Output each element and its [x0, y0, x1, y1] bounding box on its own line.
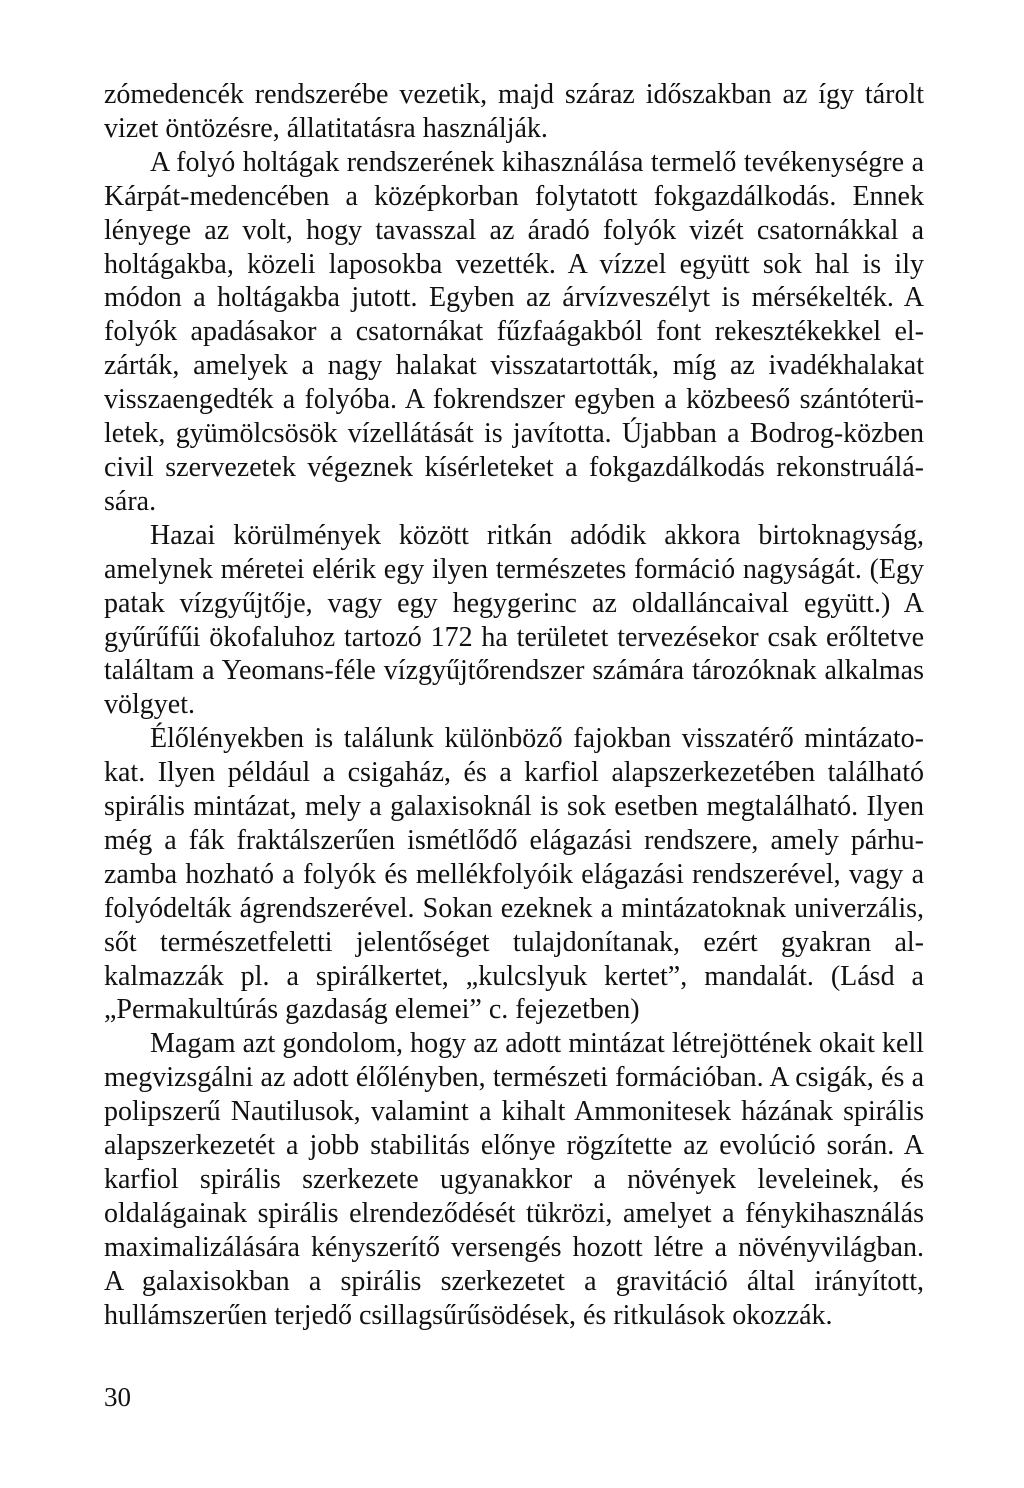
- paragraph-fokgazdalkodas: A folyó holtágak rendszerének kihasználása termelő tevékenységre a Kárpát-medencében a középkorban folytatott fokgazdálkodás. Ennek lényege az volt, hogy tavasszal az áradó folyók vizét csatornákkal a holtágakba, közeli laposokba vezették. A vízzel együtt sok hal is ily módon a holtágakba jutott. Egyben az árvízveszélyt is mérsékelték. A folyók apadásakor a csatornákat fűzfaágakból font rekesztékekkel elzárták, amelyek a nagy halakat visszatartották, míg az ivadékhalakat visszaengedték a folyóba. A fokrendszer egyben a közbeeső szántóterületek, gyümölcsösök vízellátását is javította. Újabban a Bodrog-közben civil szervezetek végeznek kísérleteket a fokgazdálkodás rekonstruálására.: [104, 146, 924, 517]
- page-number: 30: [104, 1382, 131, 1412]
- paragraph-mintazatok: Élőlényekben is találunk különböző fajokban visszatérő mintázatokat. Ilyen például a csigaház, és a karfiol alapszerkezetében található spirális mintázat, mely a galaxisoknál is sok esetben megtalálható. Ilyen még a fák fraktálszerűen ismétlődő elágazási rendszere, amely párhuzamba hozható a folyók és mellékfolyóik elágazási rendszerével, vagy a folyódelták ágrendszerével. Sokan ezeknek a mintázatoknak univerzális, sőt természetfeletti jelentőséget tulajdonítanak, ezért gyakran alkalmazzák pl. a spirálkertet, „kulcslyuk kertet”, mandalát. (Lásd a „Permakultúrás gazdaság elemei” c. fejezetben): [104, 723, 924, 1026]
- paragraph-continued: zómedencék rendszerébe vezetik, majd száraz időszakban az így tárolt vizet öntözésre, állatitatásra használják.: [104, 79, 924, 144]
- page-body: [104, 78, 924, 1333]
- paragraph-birtoknagysag: Hazai körülmények között ritkán adódik akkora birtoknagyság, amelynek méretei elérik egy ilyen természetes formáció nagyságát. (Egy patak vízgyűjtője, vagy egy hegygerinc az oldalláncaival együtt.) A gyűrűfűi ökofaluhoz tartozó 172 ha területet tervezésekor csak erőltetve találtam a Yeomans-féle vízgyűjtőrendszer számára tározóknak alkalmas völgyet.: [104, 519, 924, 721]
- paragraph-spiralis-szerkezet: Magam azt gondolom, hogy az adott mintázat létrejöttének okait kell megvizsgálni az adott élőlényben, természeti formációban. A csigák, és a polipszerű Nautilusok, valamint a kihalt Ammonitesek házának spirális alapszerkezetét a jobb stabilitás előnye rögzítette az evolúció során. A karfiol spirális szerkezete ugyanakkor a növények leveleinek, és oldalágainak spirális elrendeződését tükrözi, amelyet a fénykihasználás maximalizálására kényszerítő versengés hozott létre a növényvilágban. A galaxisokban a spirális szerkezetet a gravitáció által irányított, hullámszerűen terjedő csillagsűrűsödések, és ritkulások okozzák.: [104, 1028, 924, 1331]
